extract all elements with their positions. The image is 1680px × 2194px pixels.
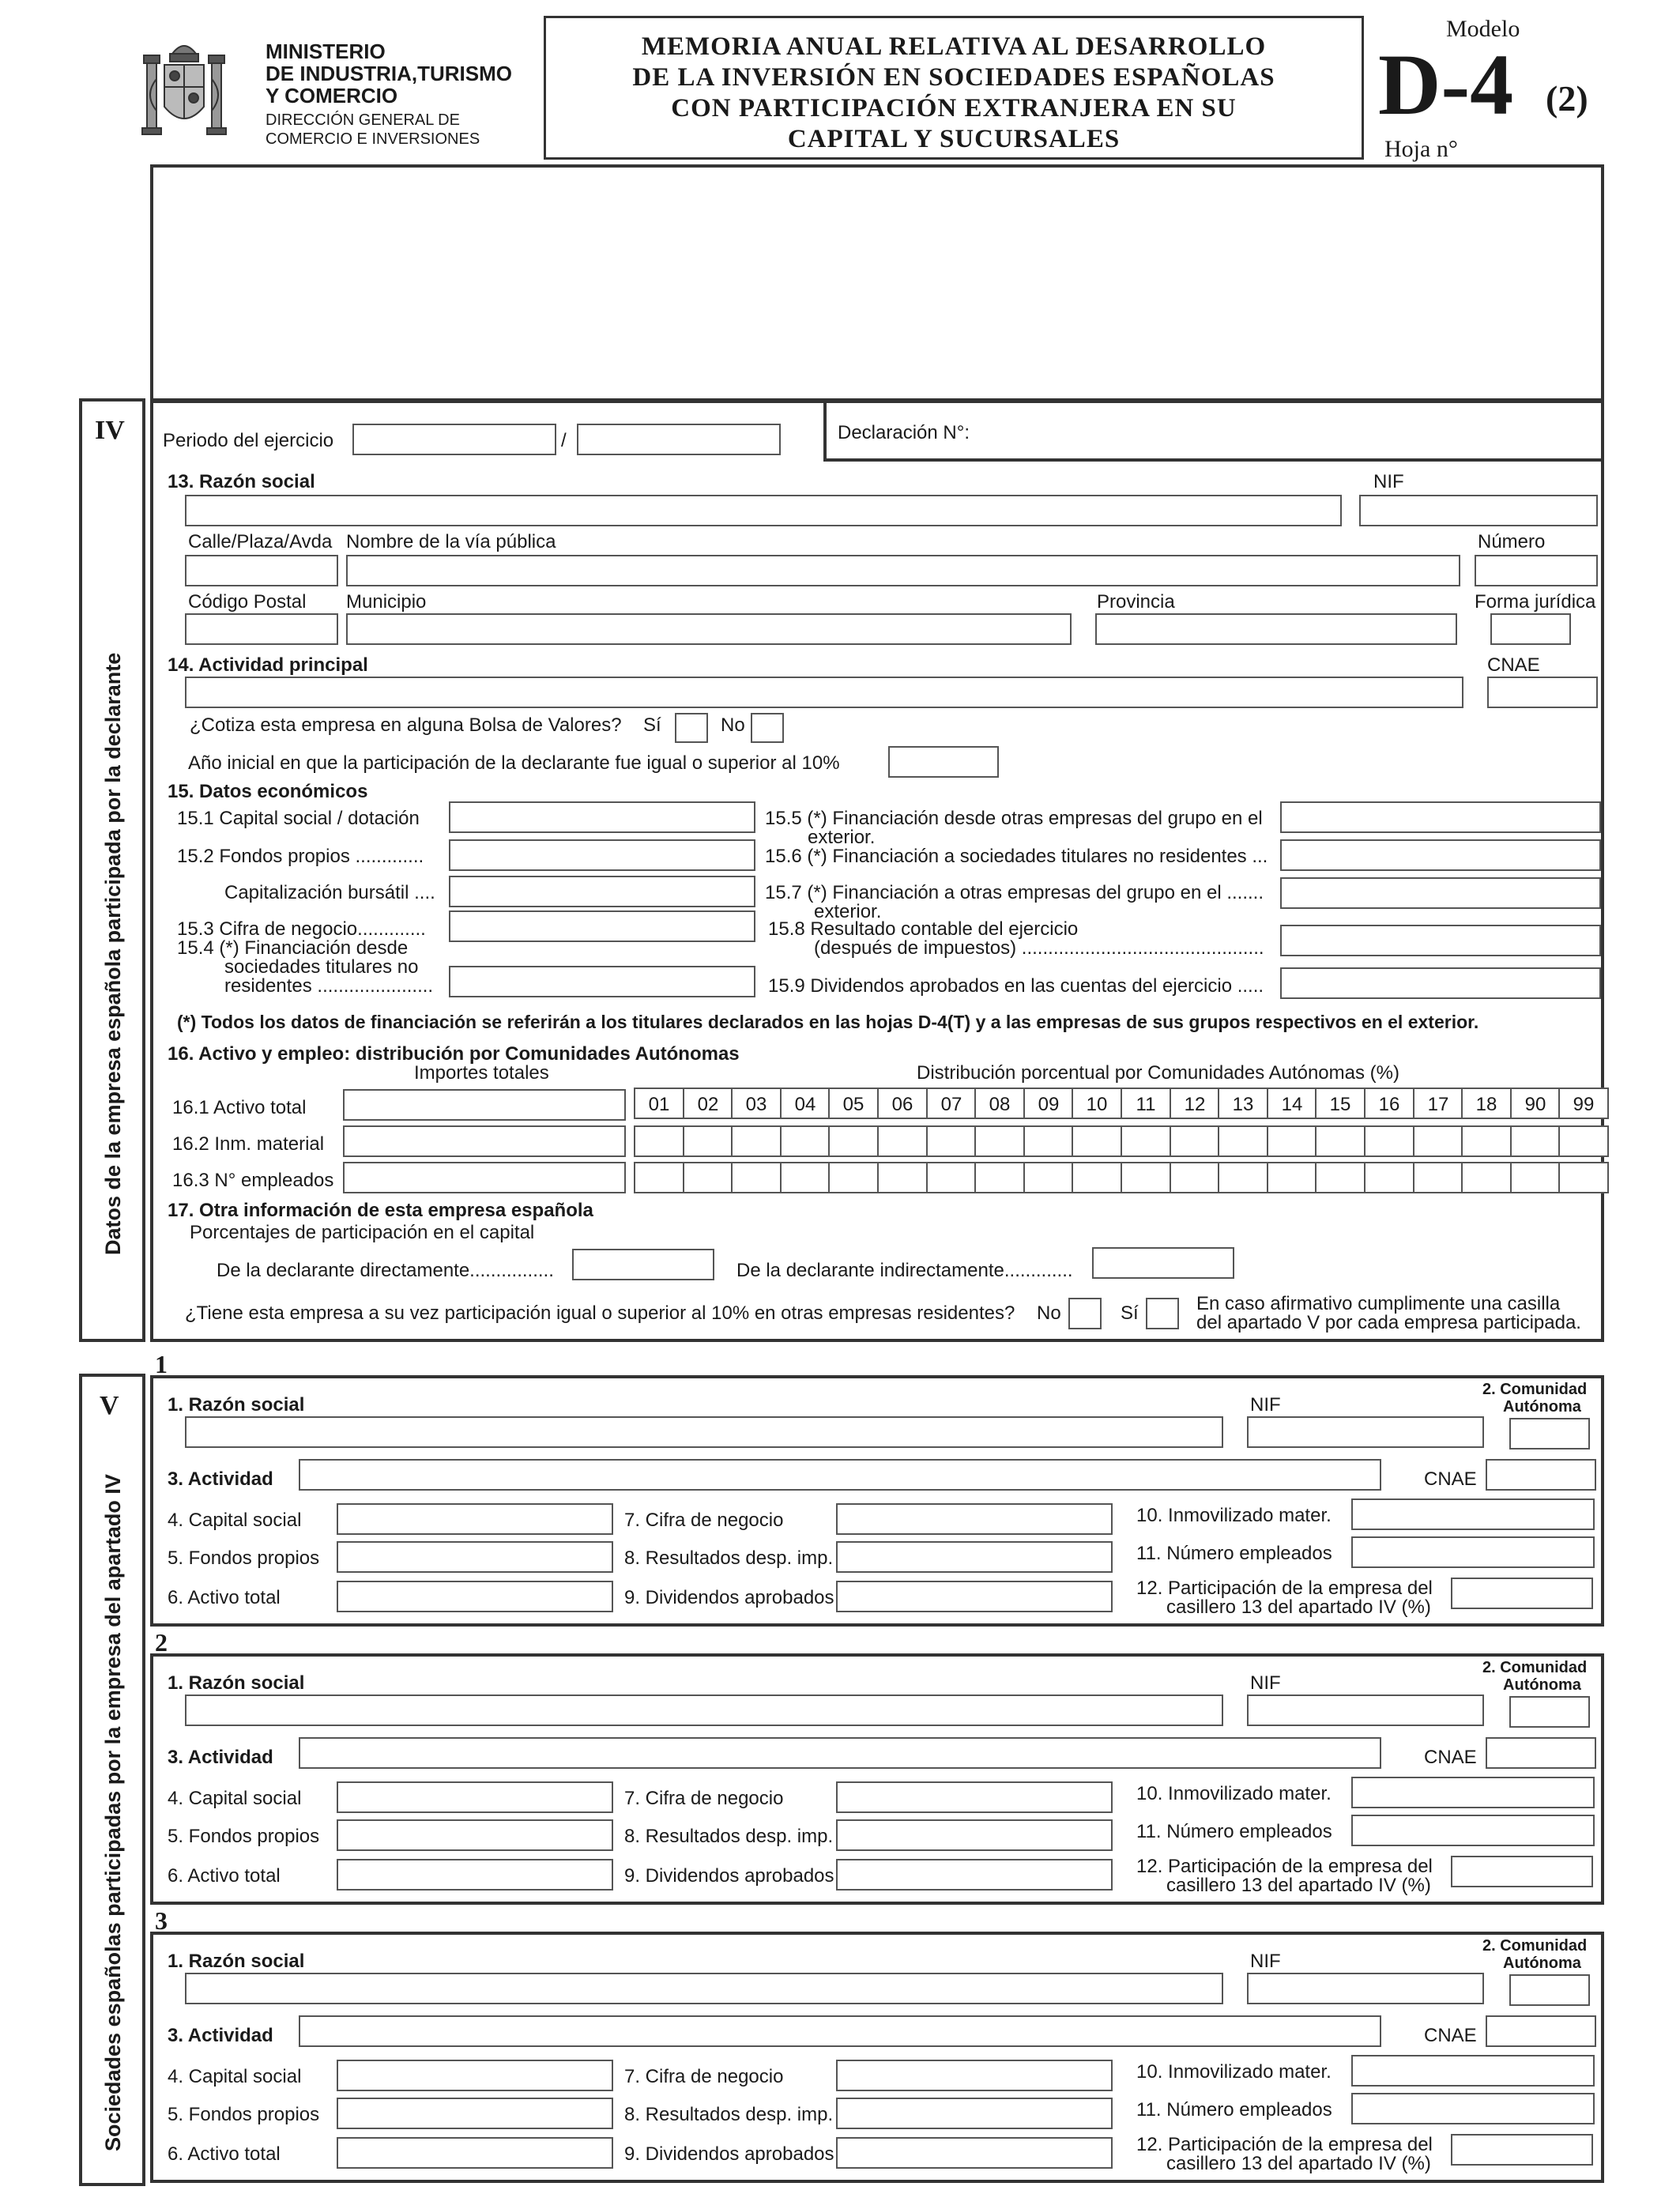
ccaa-pct-cell-emp-12[interactable] — [1170, 1162, 1220, 1193]
participacion-label-b: casillero 13 del apartado IV (%) — [1166, 1596, 1431, 1618]
ccaa-code-99 — [1558, 1088, 1609, 1119]
fondos-field[interactable] — [337, 1541, 613, 1573]
nif-label: NIF — [1373, 471, 1404, 492]
ccaa-pct-cell-inm-14[interactable] — [1267, 1125, 1317, 1157]
ccaa-code-03 — [731, 1088, 782, 1119]
ccaa-pct-cell-emp-90[interactable] — [1510, 1162, 1561, 1193]
block-number: 1 — [155, 1350, 168, 1378]
periodo-label: Periodo del ejercicio — [163, 430, 334, 451]
resultados-label: 8. Resultados desp. imp. — [624, 1547, 834, 1569]
f15-2-label: 15.2 Fondos propios ............. — [177, 846, 424, 867]
cifra-field[interactable] — [836, 2060, 1113, 2091]
ccaa-pct-cell-inm-13[interactable] — [1218, 1125, 1268, 1157]
ccaa-code-01 — [634, 1088, 684, 1119]
ccaa-pct-cell-emp-11[interactable] — [1121, 1162, 1171, 1193]
ccaa-pct-cell-emp-06[interactable] — [877, 1162, 928, 1193]
indirecta-label: De la declarante indirectamente............. — [736, 1260, 1073, 1281]
empleados-label: 11. Número empleados — [1136, 1543, 1332, 1564]
datos-economicos-label: 15. Datos económicos — [168, 781, 368, 802]
ccaa-code-90 — [1510, 1088, 1561, 1119]
f16-3-importe-field[interactable] — [343, 1162, 626, 1193]
razon-social-field[interactable] — [185, 1416, 1223, 1448]
ccaa-code-label: 06 — [891, 1094, 913, 1115]
f15-5-field[interactable] — [1280, 801, 1601, 833]
section-v-side-panel — [79, 1374, 145, 2186]
cnae-label: CNAE — [1424, 1468, 1477, 1490]
inmovilizado-label: 10. Inmovilizado mater. — [1136, 2061, 1332, 2083]
ccaa-code-label: 18 — [1475, 1094, 1497, 1115]
f15-3-field[interactable] — [449, 910, 755, 942]
ccaa-pct-cell-inm-01[interactable] — [634, 1125, 684, 1157]
capital-label: 4. Capital social — [168, 1788, 302, 1809]
indirecta-field[interactable] — [1092, 1247, 1234, 1279]
resultados-label: 8. Resultados desp. imp. — [624, 2104, 834, 2125]
activo-field[interactable] — [337, 1581, 613, 1612]
nif-field[interactable] — [1247, 1973, 1484, 2004]
ccaa-pct-cell-emp-16[interactable] — [1364, 1162, 1414, 1193]
cnae-field[interactable] — [1486, 1459, 1596, 1491]
ccaa-pct-cell-inm-17[interactable] — [1413, 1125, 1463, 1157]
financiacion-note: (*) Todos los datos de financiación se referirán a los titulares declarados en las hojas D-4(T) y a las empresas de sus grupos respectivos en el exterior. — [177, 1012, 1479, 1032]
comunidad-label-a: 2. Comunidad — [1482, 1381, 1588, 1398]
hoja-label: Hoja n° — [1384, 136, 1458, 162]
forma-juridica-label: Forma jurídica — [1475, 591, 1596, 613]
ccaa-code-label: 04 — [794, 1094, 816, 1115]
comunidad-label-a: 2. Comunidad — [1482, 1659, 1588, 1676]
form-title-line-1: MEMORIA ANUAL RELATIVA AL DESARROLLO — [641, 32, 1267, 61]
participacion-si-label: Sí — [1121, 1302, 1139, 1324]
cnae-field[interactable] — [1487, 677, 1598, 708]
forma-juridica-field[interactable] — [1490, 613, 1571, 645]
bolsa-no-label: No — [721, 714, 745, 736]
section-v-side-label: Sociedades españolas participadas por la empresa del apartado IV — [101, 1474, 125, 2151]
ccaa-code-label: 03 — [745, 1094, 767, 1115]
bolsa-no-checkbox[interactable] — [751, 713, 784, 743]
ccaa-pct-cell-inm-90[interactable] — [1510, 1125, 1561, 1157]
ccaa-code-label: 15 — [1329, 1094, 1351, 1115]
razon-social-field[interactable] — [185, 1695, 1223, 1726]
ccaa-pct-cell-inm-08[interactable] — [974, 1125, 1025, 1157]
ccaa-code-label: 17 — [1427, 1094, 1449, 1115]
section-v-roman: V — [100, 1391, 119, 1420]
ccaa-code-label: 09 — [1038, 1094, 1060, 1115]
capital-label: 4. Capital social — [168, 1510, 302, 1531]
inmovilizado-field[interactable] — [1351, 2055, 1595, 2087]
ccaa-pct-cell-emp-04[interactable] — [780, 1162, 831, 1193]
municipio-field[interactable] — [346, 613, 1072, 645]
f15-6-field[interactable] — [1280, 839, 1601, 871]
participacion-field[interactable] — [1451, 2134, 1593, 2166]
ccaa-pct-cell-emp-07[interactable] — [926, 1162, 977, 1193]
ccaa-code-10 — [1072, 1088, 1122, 1119]
ccaa-code-11 — [1121, 1088, 1171, 1119]
razon-social-label: 1. Razón social — [168, 1951, 305, 1972]
f15-8-field[interactable] — [1280, 925, 1601, 956]
f15-8-label-b: (después de impuestos) .............................................. — [814, 937, 1264, 959]
f15-5-label-b: exterior. — [808, 827, 876, 848]
cifra-label: 7. Cifra de negocio — [624, 2066, 784, 2087]
anio-inicial-label: Año inicial en que la participación de la declarante fue igual o superior al 10% — [188, 752, 840, 774]
resultados-field[interactable] — [836, 1819, 1113, 1851]
provincia-field[interactable] — [1095, 613, 1457, 645]
activo-field[interactable] — [337, 1859, 613, 1891]
cifra-field[interactable] — [836, 1503, 1113, 1535]
cifra-label: 7. Cifra de negocio — [624, 1510, 784, 1531]
actividad-principal-label: 14. Actividad principal — [168, 654, 368, 676]
ccaa-pct-cell-emp-14[interactable] — [1267, 1162, 1317, 1193]
importes-totales-label: Importes totales — [414, 1062, 549, 1084]
periodo-end-field[interactable] — [577, 424, 781, 455]
municipio-label: Municipio — [346, 591, 427, 613]
ccaa-pct-cell-inm-11[interactable] — [1121, 1125, 1171, 1157]
actividad-field[interactable] — [299, 1459, 1381, 1491]
ccaa-pct-cell-emp-10[interactable] — [1072, 1162, 1122, 1193]
cnae-label: CNAE — [1424, 1747, 1477, 1768]
ministry-line-3: Y COMERCIO — [266, 84, 398, 107]
ccaa-pct-cell-inm-16[interactable] — [1364, 1125, 1414, 1157]
f15-1-field[interactable] — [449, 801, 755, 833]
directorate-line-2: COMERCIO E INVERSIONES — [266, 130, 480, 148]
capital-label: 4. Capital social — [168, 2066, 302, 2087]
razon-social-field[interactable] — [185, 495, 1342, 526]
comunidad-label-b: Autónoma — [1503, 1676, 1581, 1694]
ccaa-code-label: 10 — [1086, 1094, 1108, 1115]
ministry-line-1: MINISTERIO — [266, 40, 386, 63]
bolsa-si-checkbox[interactable] — [675, 713, 708, 743]
ccaa-pct-cell-inm-99[interactable] — [1558, 1125, 1609, 1157]
activo-label: 6. Activo total — [168, 1865, 281, 1887]
participacion-field[interactable] — [1451, 1578, 1593, 1609]
declaracion-label: Declaración N°: — [838, 422, 970, 443]
f15-3-label: 15.3 Cifra de negocio............. — [177, 918, 426, 940]
f15-2-field[interactable] — [449, 839, 755, 871]
f15-1-label: 15.1 Capital social / dotación — [177, 808, 420, 829]
participacion-no-label: No — [1037, 1302, 1061, 1324]
fondos-label: 5. Fondos propios — [168, 1547, 320, 1569]
coat-of-arms-logo — [141, 32, 228, 142]
ccaa-code-label: 12 — [1184, 1094, 1206, 1115]
dividendos-field[interactable] — [836, 1581, 1113, 1612]
modelo-code: D-4 — [1378, 36, 1514, 133]
capital-field[interactable] — [337, 1503, 613, 1535]
form-title-line-2: DE LA INVERSIÓN EN SOCIEDADES ESPAÑOLAS — [632, 63, 1275, 92]
block-number: 2 — [155, 1628, 168, 1657]
f15-7-field[interactable] — [1280, 877, 1601, 909]
ccaa-pct-cell-emp-08[interactable] — [974, 1162, 1025, 1193]
f15-8-label-a: 15.8 Resultado contable del ejercicio — [768, 918, 1079, 940]
fondos-label: 5. Fondos propios — [168, 1826, 320, 1847]
section-iv-roman: IV — [95, 416, 125, 445]
ccaa-code-label: 14 — [1281, 1094, 1303, 1115]
ccaa-code-label: 02 — [697, 1094, 719, 1115]
ccaa-pct-cell-inm-06[interactable] — [877, 1125, 928, 1157]
nif-label: NIF — [1250, 1951, 1281, 1972]
actividad-principal-field[interactable] — [185, 677, 1463, 708]
periodo-start-field[interactable] — [352, 424, 556, 455]
form-title-line-3: CON PARTICIPACIÓN EXTRANJERA EN SU — [671, 94, 1237, 123]
fondos-field[interactable] — [337, 2098, 613, 2129]
cnae-field[interactable] — [1486, 1737, 1596, 1769]
ccaa-code-13 — [1218, 1088, 1268, 1119]
anio-inicial-field[interactable] — [888, 746, 999, 778]
ccaa-pct-cell-inm-09[interactable] — [1023, 1125, 1074, 1157]
f16-2-importe-field[interactable] — [343, 1125, 626, 1157]
participacion-question: ¿Tiene esta empresa a su vez participación igual o superior al 10% en otras empresas residentes? — [185, 1302, 1015, 1324]
ccaa-pct-cell-emp-17[interactable] — [1413, 1162, 1463, 1193]
ccaa-pct-cell-inm-12[interactable] — [1170, 1125, 1220, 1157]
activo-label: 6. Activo total — [168, 2143, 281, 2165]
f16-1-label: 16.1 Activo total — [172, 1097, 307, 1118]
participacion-label-b: casillero 13 del apartado IV (%) — [1166, 2153, 1431, 2174]
ccaa-code-label: 05 — [842, 1094, 864, 1115]
block-number: 3 — [155, 1906, 168, 1935]
ccaa-code-label: 01 — [648, 1094, 670, 1115]
ccaa-code-04 — [780, 1088, 831, 1119]
f15-4-label-c: residentes ...................... — [224, 975, 434, 997]
f15-4-label-b: sociedades titulares no — [224, 956, 419, 978]
razon-social-field[interactable] — [185, 1973, 1223, 2004]
resultados-label: 8. Resultados desp. imp. — [624, 1826, 834, 1847]
calle-field[interactable] — [185, 555, 338, 586]
ccaa-pct-cell-inm-07[interactable] — [926, 1125, 977, 1157]
section-iv-side-panel — [79, 398, 145, 1342]
activo-empleo-label: 16. Activo y empleo: distribución por Comunidades Autónomas — [168, 1043, 740, 1065]
bolsa-si-label: Sí — [643, 714, 661, 736]
inmovilizado-label: 10. Inmovilizado mater. — [1136, 1505, 1332, 1526]
cp-label: Código Postal — [188, 591, 307, 613]
empleados-field[interactable] — [1351, 1536, 1595, 1568]
fondos-field[interactable] — [337, 1819, 613, 1851]
ccaa-pct-cell-emp-18[interactable] — [1461, 1162, 1512, 1193]
ccaa-code-label: 08 — [989, 1094, 1011, 1115]
form-title-line-4: CAPITAL Y SUCURSALES — [787, 125, 1121, 153]
nif-field[interactable] — [1359, 495, 1598, 526]
activo-label: 6. Activo total — [168, 1587, 281, 1608]
dividendos-label: 9. Dividendos aprobados — [624, 1587, 834, 1608]
ccaa-pct-cell-emp-03[interactable] — [731, 1162, 782, 1193]
porcentajes-label: Porcentajes de participación en el capital — [190, 1222, 535, 1243]
nif-label: NIF — [1250, 1672, 1281, 1694]
ccaa-code-16 — [1364, 1088, 1414, 1119]
modelo-label: Modelo — [1446, 16, 1520, 42]
ccaa-code-17 — [1413, 1088, 1463, 1119]
activo-field[interactable] — [337, 2137, 613, 2169]
ccaa-pct-cell-emp-09[interactable] — [1023, 1162, 1074, 1193]
comunidad-field[interactable] — [1509, 1974, 1590, 2006]
f15-4-label-a: 15.4 (*) Financiación desde — [177, 937, 409, 959]
razon-social-label: 13. Razón social — [168, 471, 315, 492]
comunidad-label-a: 2. Comunidad — [1482, 1937, 1588, 1955]
ccaa-pct-cell-emp-15[interactable] — [1315, 1162, 1365, 1193]
ccaa-pct-cell-emp-05[interactable] — [828, 1162, 879, 1193]
ccaa-pct-cell-inm-10[interactable] — [1072, 1125, 1122, 1157]
razon-social-label: 1. Razón social — [168, 1394, 305, 1416]
dividendos-label: 9. Dividendos aprobados — [624, 2143, 834, 2165]
cifra-label: 7. Cifra de negocio — [624, 1788, 784, 1809]
actividad-label: 3. Actividad — [168, 2025, 273, 2046]
ccaa-pct-cell-inm-02[interactable] — [683, 1125, 733, 1157]
dividendos-field[interactable] — [836, 1859, 1113, 1891]
ccaa-code-18 — [1461, 1088, 1512, 1119]
ccaa-code-label: 13 — [1232, 1094, 1254, 1115]
ccaa-pct-cell-emp-02[interactable] — [683, 1162, 733, 1193]
ccaa-pct-cell-emp-01[interactable] — [634, 1162, 684, 1193]
f16-3-label: 16.3 N° empleados — [172, 1170, 334, 1191]
f15-9-field[interactable] — [1280, 967, 1601, 999]
empleados-label: 11. Número empleados — [1136, 1821, 1332, 1842]
inmovilizado-field[interactable] — [1351, 1777, 1595, 1808]
f15-4-field[interactable] — [449, 966, 755, 997]
ccaa-code-label: 11 — [1136, 1094, 1156, 1115]
cp-field[interactable] — [185, 613, 338, 645]
nif-field[interactable] — [1247, 1695, 1484, 1726]
participacion-label-a: 12. Participación de la empresa del — [1136, 1856, 1433, 1877]
blank-identification-area — [150, 164, 1604, 403]
ccaa-code-14 — [1267, 1088, 1317, 1119]
ccaa-pct-cell-inm-18[interactable] — [1461, 1125, 1512, 1157]
dividendos-label: 9. Dividendos aprobados — [624, 1865, 834, 1887]
f15-7-label-a: 15.7 (*) Financiación a otras empresas del grupo en el ....... — [765, 882, 1264, 903]
comunidad-label-b: Autónoma — [1503, 1398, 1581, 1416]
f15-9-label: 15.9 Dividendos aprobados en las cuentas del ejercicio ..... — [768, 975, 1264, 997]
directa-field[interactable] — [572, 1249, 714, 1280]
razon-social-label: 1. Razón social — [168, 1672, 305, 1694]
ccaa-pct-cell-emp-99[interactable] — [1558, 1162, 1609, 1193]
inmovilizado-label: 10. Inmovilizado mater. — [1136, 1783, 1332, 1804]
numero-label: Número — [1478, 531, 1546, 552]
ccaa-pct-cell-inm-05[interactable] — [828, 1125, 879, 1157]
capital-field[interactable] — [337, 2060, 613, 2091]
empleados-field[interactable] — [1351, 1815, 1595, 1846]
participacion-si-checkbox[interactable] — [1146, 1298, 1179, 1329]
section-iv-side-label: Datos de la empresa española participada por la declarante — [101, 652, 125, 1255]
dividendos-field[interactable] — [836, 2137, 1113, 2169]
bolsa-question: ¿Cotiza esta empresa en alguna Bolsa de Valores? — [190, 714, 622, 736]
f15-6-label: 15.6 (*) Financiación a sociedades titulares no residentes ... — [765, 846, 1268, 867]
directa-label: De la declarante directamente................ — [217, 1260, 554, 1281]
ccaa-code-label: 90 — [1524, 1094, 1546, 1115]
capital-field[interactable] — [337, 1781, 613, 1813]
participacion-label-a: 12. Participación de la empresa del — [1136, 1578, 1433, 1599]
ccaa-code-label: 07 — [940, 1094, 962, 1115]
otra-info-label: 17. Otra información de esta empresa española — [168, 1200, 593, 1221]
resultados-field[interactable] — [836, 1541, 1113, 1573]
ministry-line-2: DE INDUSTRIA,TURISMO — [266, 62, 512, 85]
cap-bursatil-field[interactable] — [449, 876, 755, 907]
participacion-label-a: 12. Participación de la empresa del — [1136, 2134, 1433, 2155]
cifra-field[interactable] — [836, 1781, 1113, 1813]
fondos-label: 5. Fondos propios — [168, 2104, 320, 2125]
f15-5-label-a: 15.5 (*) Financiación desde otras empresas del grupo en el — [765, 808, 1263, 829]
ccaa-code-label: 99 — [1573, 1094, 1595, 1115]
f16-1-importe-field[interactable] — [343, 1089, 626, 1121]
cap-bursatil-label: Capitalización bursátil .... — [224, 882, 435, 903]
ccaa-code-07 — [926, 1088, 977, 1119]
cnae-label: CNAE — [1424, 2025, 1477, 2046]
ccaa-pct-cell-emp-13[interactable] — [1218, 1162, 1268, 1193]
calle-label: Calle/Plaza/Avda — [188, 531, 333, 552]
ccaa-pct-cell-inm-03[interactable] — [731, 1125, 782, 1157]
participacion-label-b: casillero 13 del apartado IV (%) — [1166, 1875, 1431, 1896]
modelo-sub: (2) — [1546, 78, 1588, 119]
actividad-label: 3. Actividad — [168, 1747, 273, 1768]
ccaa-code-15 — [1315, 1088, 1365, 1119]
via-label: Nombre de la vía pública — [346, 531, 556, 552]
empleados-field[interactable] — [1351, 2093, 1595, 2124]
afirmativo-note-b: del apartado V por cada empresa participada. — [1196, 1312, 1581, 1333]
afirmativo-note-a: En caso afirmativo cumplimente una casilla — [1196, 1293, 1561, 1314]
nif-label: NIF — [1250, 1394, 1281, 1416]
participacion-field[interactable] — [1451, 1856, 1593, 1887]
comunidad-field[interactable] — [1509, 1696, 1590, 1728]
actividad-label: 3. Actividad — [168, 1468, 273, 1490]
cnae-label: CNAE — [1487, 654, 1540, 676]
form-title-box — [544, 16, 1364, 160]
distribucion-label: Distribución porcentual por Comunidades Autónomas (%) — [917, 1062, 1399, 1084]
ccaa-code-12 — [1170, 1088, 1220, 1119]
f15-7-label-b: exterior. — [814, 901, 882, 922]
ccaa-code-02 — [683, 1088, 733, 1119]
ccaa-code-05 — [828, 1088, 879, 1119]
comunidad-label-b: Autónoma — [1503, 1955, 1581, 1972]
cnae-field[interactable] — [1486, 2015, 1596, 2047]
provincia-label: Provincia — [1097, 591, 1175, 613]
nif-field[interactable] — [1247, 1416, 1484, 1448]
f16-2-label: 16.2 Inm. material — [172, 1133, 325, 1155]
actividad-field[interactable] — [299, 2015, 1381, 2047]
numero-field[interactable] — [1475, 555, 1598, 586]
resultados-field[interactable] — [836, 2098, 1113, 2129]
actividad-field[interactable] — [299, 1737, 1381, 1769]
comunidad-field[interactable] — [1509, 1418, 1590, 1449]
ccaa-code-08 — [974, 1088, 1025, 1119]
ccaa-code-06 — [877, 1088, 928, 1119]
participacion-no-checkbox[interactable] — [1068, 1298, 1102, 1329]
inmovilizado-field[interactable] — [1351, 1498, 1595, 1530]
via-field[interactable] — [346, 555, 1460, 586]
periodo-separator: / — [561, 430, 567, 451]
ccaa-code-09 — [1023, 1088, 1074, 1119]
empleados-label: 11. Número empleados — [1136, 2099, 1332, 2120]
ccaa-pct-cell-inm-04[interactable] — [780, 1125, 831, 1157]
directorate-line-1: DIRECCIÓN GENERAL DE — [266, 111, 460, 129]
ccaa-code-label: 16 — [1378, 1094, 1400, 1115]
ccaa-pct-cell-inm-15[interactable] — [1315, 1125, 1365, 1157]
